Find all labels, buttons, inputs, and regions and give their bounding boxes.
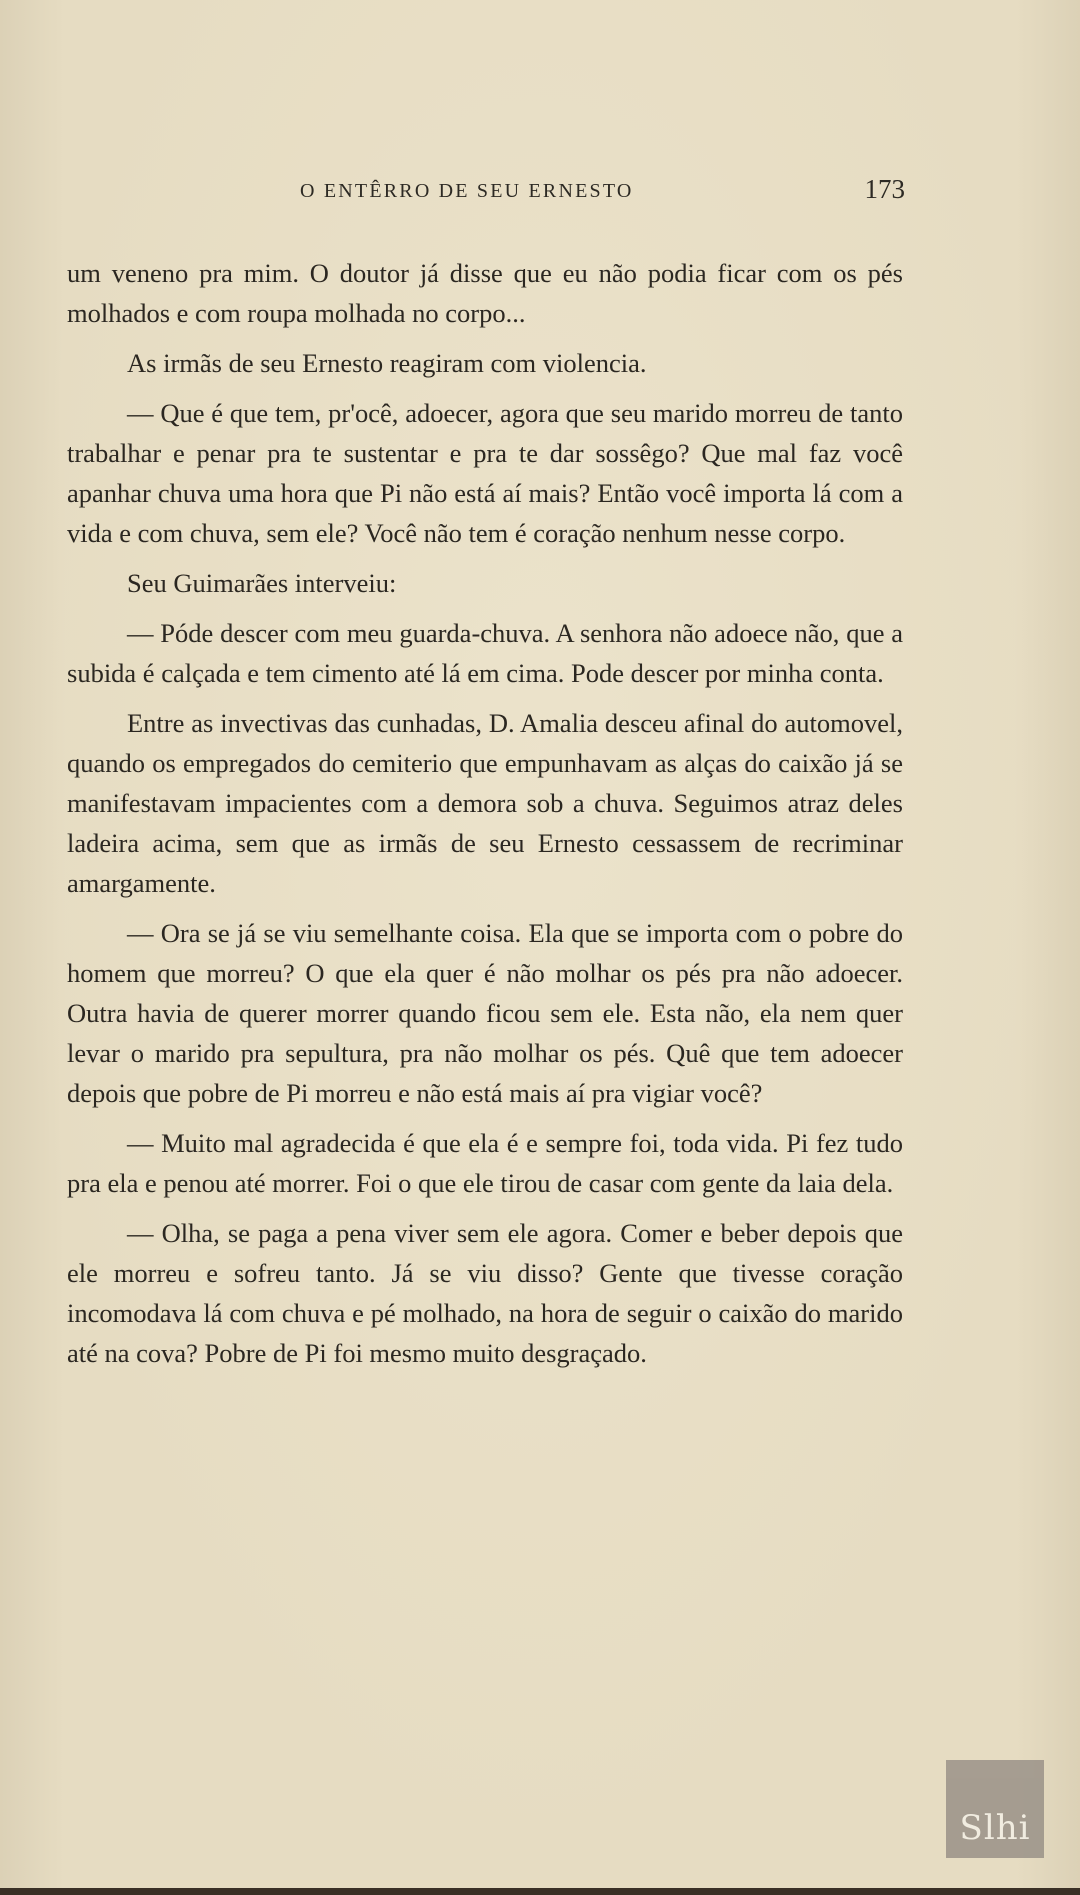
running-header-title: O ENTÊRRO DE SEU ERNESTO bbox=[300, 180, 634, 202]
paragraph: — Muito mal agradecida é que ela é e sempre foi, toda vida. Pi fez tudo pra ela e penou até morrer. Foi o que ele tirou de casar com gente da laia dela. bbox=[67, 1128, 903, 1198]
page-number: 173 bbox=[864, 174, 905, 204]
paragraph: Entre as invectivas das cunhadas, D. Amalia desceu afinal do automovel, quando os empregados do cemiterio que empunhavam as alças do caixão já se manifestavam impacientes com a demora sob a chuva. Seguimos atraz deles ladeira acima, sem que as irmãs de seu Ernesto cessassem de recriminar amargamente. bbox=[67, 708, 903, 898]
body-text bbox=[67, 253, 903, 1383]
page-bottom-edge bbox=[0, 1888, 1080, 1895]
paragraph: um veneno pra mim. O doutor já disse que eu não podia ficar com os pés molhados e com roupa molhada no corpo... bbox=[67, 258, 903, 328]
library-logo-icon bbox=[946, 1760, 1044, 1858]
paragraph: — Olha, se paga a pena viver sem ele agora. Comer e beber depois que ele morreu e sofreu tanto. Já se viu disso? Gente que tivesse coração incomodava lá com chuva e pé molhado, na hora de seguir o caixão do marido até na cova? Pobre de Pi foi mesmo muito desgraçado. bbox=[67, 1218, 903, 1368]
paragraph: — Ora se já se viu semelhante coisa. Ela que se importa com o pobre do homem que morreu? O que ela quer é não molhar os pés pra não adoecer. Outra havia de querer morrer quando ficou sem ele. Esta não, ela nem quer levar o marido pra sepultura, pra não molhar os pés. Quê que tem adoecer depois que pobre de Pi morreu e não está mais aí pra vigiar você? bbox=[67, 918, 903, 1108]
watermark-text: Slhi bbox=[959, 1808, 1031, 1848]
paragraph: Seu Guimarães interveiu: bbox=[127, 568, 397, 598]
paragraph: As irmãs de seu Ernesto reagiram com violencia. bbox=[127, 348, 647, 378]
paragraph: — Póde descer com meu guarda-chuva. A senhora não adoece não, que a subida é calçada e tem cimento até lá em cima. Pode descer por minha conta. bbox=[67, 618, 903, 688]
paragraph: — Que é que tem, pr'ocê, adoecer, agora que seu marido morreu de tanto trabalhar e penar pra te sustentar e pra te dar sossêgo? Que mal faz você apanhar chuva uma hora que Pi não está aí mais? Então você importa lá com a vida e com chuva, sem ele? Você não tem é coração nenhum nesse corpo. bbox=[67, 398, 903, 548]
